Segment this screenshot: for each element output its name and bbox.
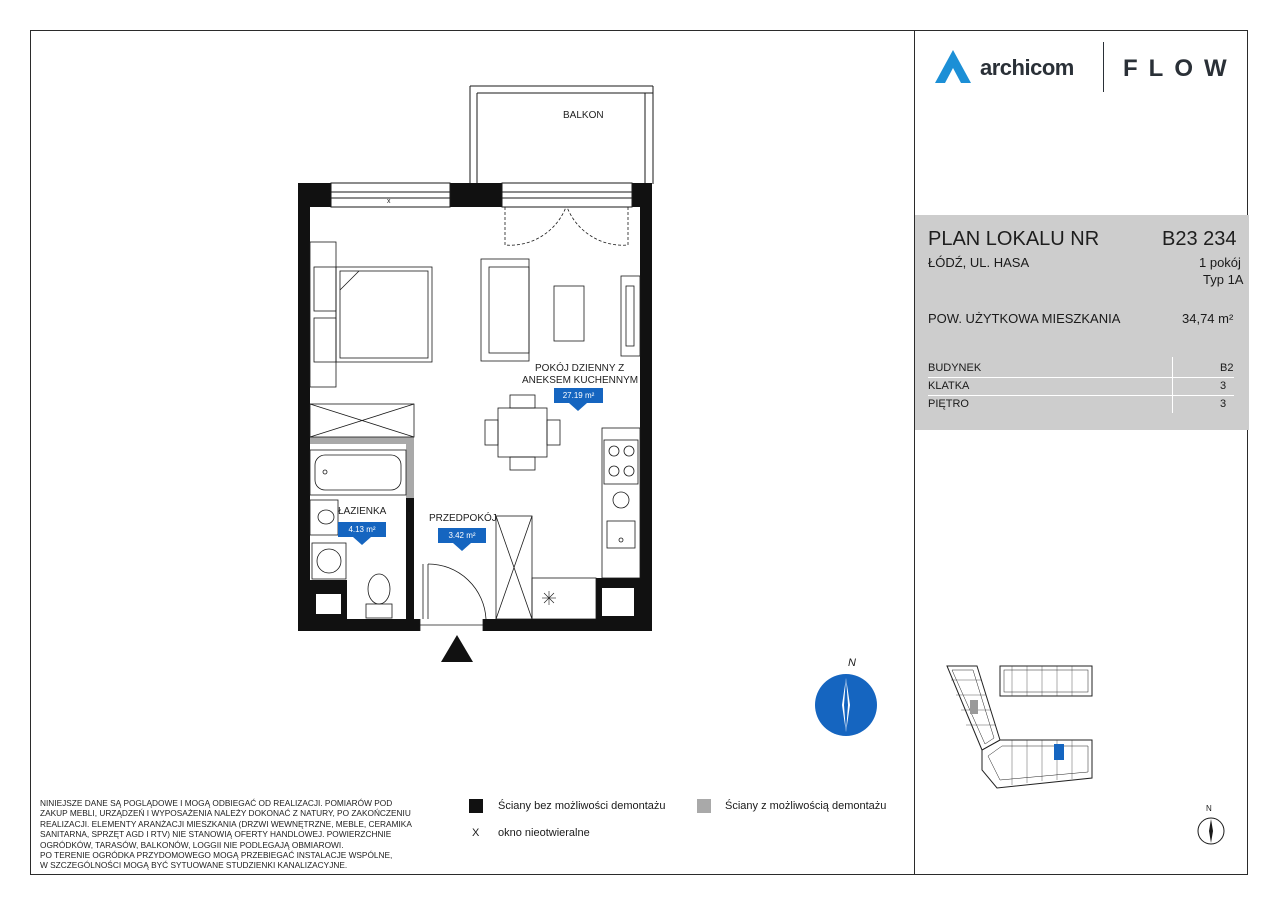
site-compass-icon — [1196, 816, 1226, 846]
balcony — [470, 86, 653, 184]
living-room-label-line2: ANEKSEM KUCHENNYM — [522, 375, 639, 386]
north-compass-icon — [813, 672, 879, 738]
unit-rooms: 1 pokój — [1199, 255, 1241, 270]
disclaimer-line: OGRÓDKÓW, TARASÓW, BALKONÓW, LOGGII NIE PODLEGAJĄ OBMIAROWI. — [40, 839, 344, 850]
vent-mark — [542, 591, 556, 605]
staircase-value: 3 — [1220, 380, 1227, 392]
entrance-door — [420, 564, 486, 631]
fixed-walls-swatch — [469, 799, 483, 813]
living-room-area-badge: 27.19 m² — [554, 388, 603, 403]
dining-table — [485, 395, 560, 470]
info-row-divider — [928, 377, 1234, 378]
removable-walls-swatch — [697, 799, 711, 813]
plan-title: PLAN LOKALU NR — [928, 228, 1100, 250]
window-legend-marker: X — [472, 827, 480, 839]
balcony-label: BALKON — [563, 110, 604, 121]
disclaimer-text — [40, 798, 440, 871]
hallway-badge-pointer — [453, 543, 471, 552]
info-column-divider — [1172, 357, 1173, 413]
entrance-arrow-icon — [441, 635, 473, 662]
bathroom-label: ŁAZIENKA — [338, 506, 387, 517]
site-north-label: N — [1206, 804, 1212, 813]
floor-value: 3 — [1220, 398, 1227, 410]
hall-wardrobe — [496, 516, 596, 619]
disclaimer-line: W SZCZEGÓLNOŚCI MOGĄ BYĆ SYTUOWANE STUDZIENKI KANALIZACYJNE. — [40, 860, 348, 871]
building-label: BUDYNEK — [928, 362, 982, 374]
disclaimer-line: REALIZACJI. ELEMENTY ARANŻACJI MIESZKANIA (DRZWI WEWNĘTRZNE, MEBLE, CERAMIKA — [40, 818, 412, 829]
removable-walls-legend: Ściany z możliwością demontażu — [725, 800, 887, 812]
hallway-label: PRZEDPOKÓJ — [429, 513, 497, 524]
wardrobe — [310, 404, 414, 437]
tv-cabinet — [621, 276, 640, 356]
floor-label: PIĘTRO — [928, 398, 969, 410]
info-row-divider — [928, 395, 1234, 396]
building-value: B2 — [1220, 362, 1234, 374]
unit-number: B23 234 — [1162, 228, 1237, 250]
archicom-logo-text: archicom — [980, 55, 1074, 80]
svg-text:x: x — [387, 198, 391, 205]
bed — [310, 242, 432, 387]
sofa — [481, 259, 584, 361]
logo-separator — [1103, 42, 1104, 92]
usable-area-label: POW. UŻYTKOWA MIESZKANIA — [928, 311, 1121, 326]
staircase-label: KLATKA — [928, 380, 970, 392]
living-badge-pointer — [569, 403, 587, 412]
flow-project-logo: FLOW — [1123, 55, 1238, 82]
bathroom-badge-pointer — [353, 537, 371, 546]
fixed-walls-legend: Ściany bez możliwości demontażu — [498, 800, 666, 812]
living-room-label-line1: POKÓJ DZIENNY Z — [535, 363, 625, 374]
kitchen — [602, 428, 640, 578]
disclaimer-line: PO TERENIE OGRÓDKA PRZYDOMOWEGO MOGĄ PRZEBIEGAĆ INSTALACJE WSPÓLNE, — [40, 850, 393, 861]
disclaimer-line: ZAKUP MEBLI, URZĄDZEŃ I WYPOSAŻENIA NALEŻY DOKONAĆ Z NATURY, PO ZAKOŃCZENIU — [40, 808, 411, 819]
archicom-logo-icon — [933, 48, 973, 86]
balcony-doors — [505, 207, 628, 245]
hallway-area-badge: 3.42 m² — [438, 528, 486, 543]
bathroom-area-badge: 4.13 m² — [338, 522, 386, 537]
usable-area-value: 34,74 m² — [1182, 311, 1234, 326]
site-plan-minimap — [942, 660, 1102, 795]
window-legend-text: okno nieotwieralne — [498, 827, 590, 839]
disclaimer-line: NINIEJSZE DANE SĄ POGLĄDOWE I MOGĄ ODBIEGAĆ OD REALIZACJI. POMIARÓW POD — [40, 798, 393, 808]
compass-north-label: N — [848, 657, 856, 669]
unit-location: ŁÓDŹ, UL. HASA — [928, 255, 1030, 270]
removable-walls — [310, 437, 414, 498]
disclaimer-line: SANITARNA, SPRZĘT AGD I RTV) NIE STANOWIĄ OFERTY HANDLOWEJ. POWIERZCHNIE — [40, 829, 392, 840]
fixed-walls — [298, 183, 652, 631]
unit-type: Typ 1A — [1203, 272, 1244, 287]
